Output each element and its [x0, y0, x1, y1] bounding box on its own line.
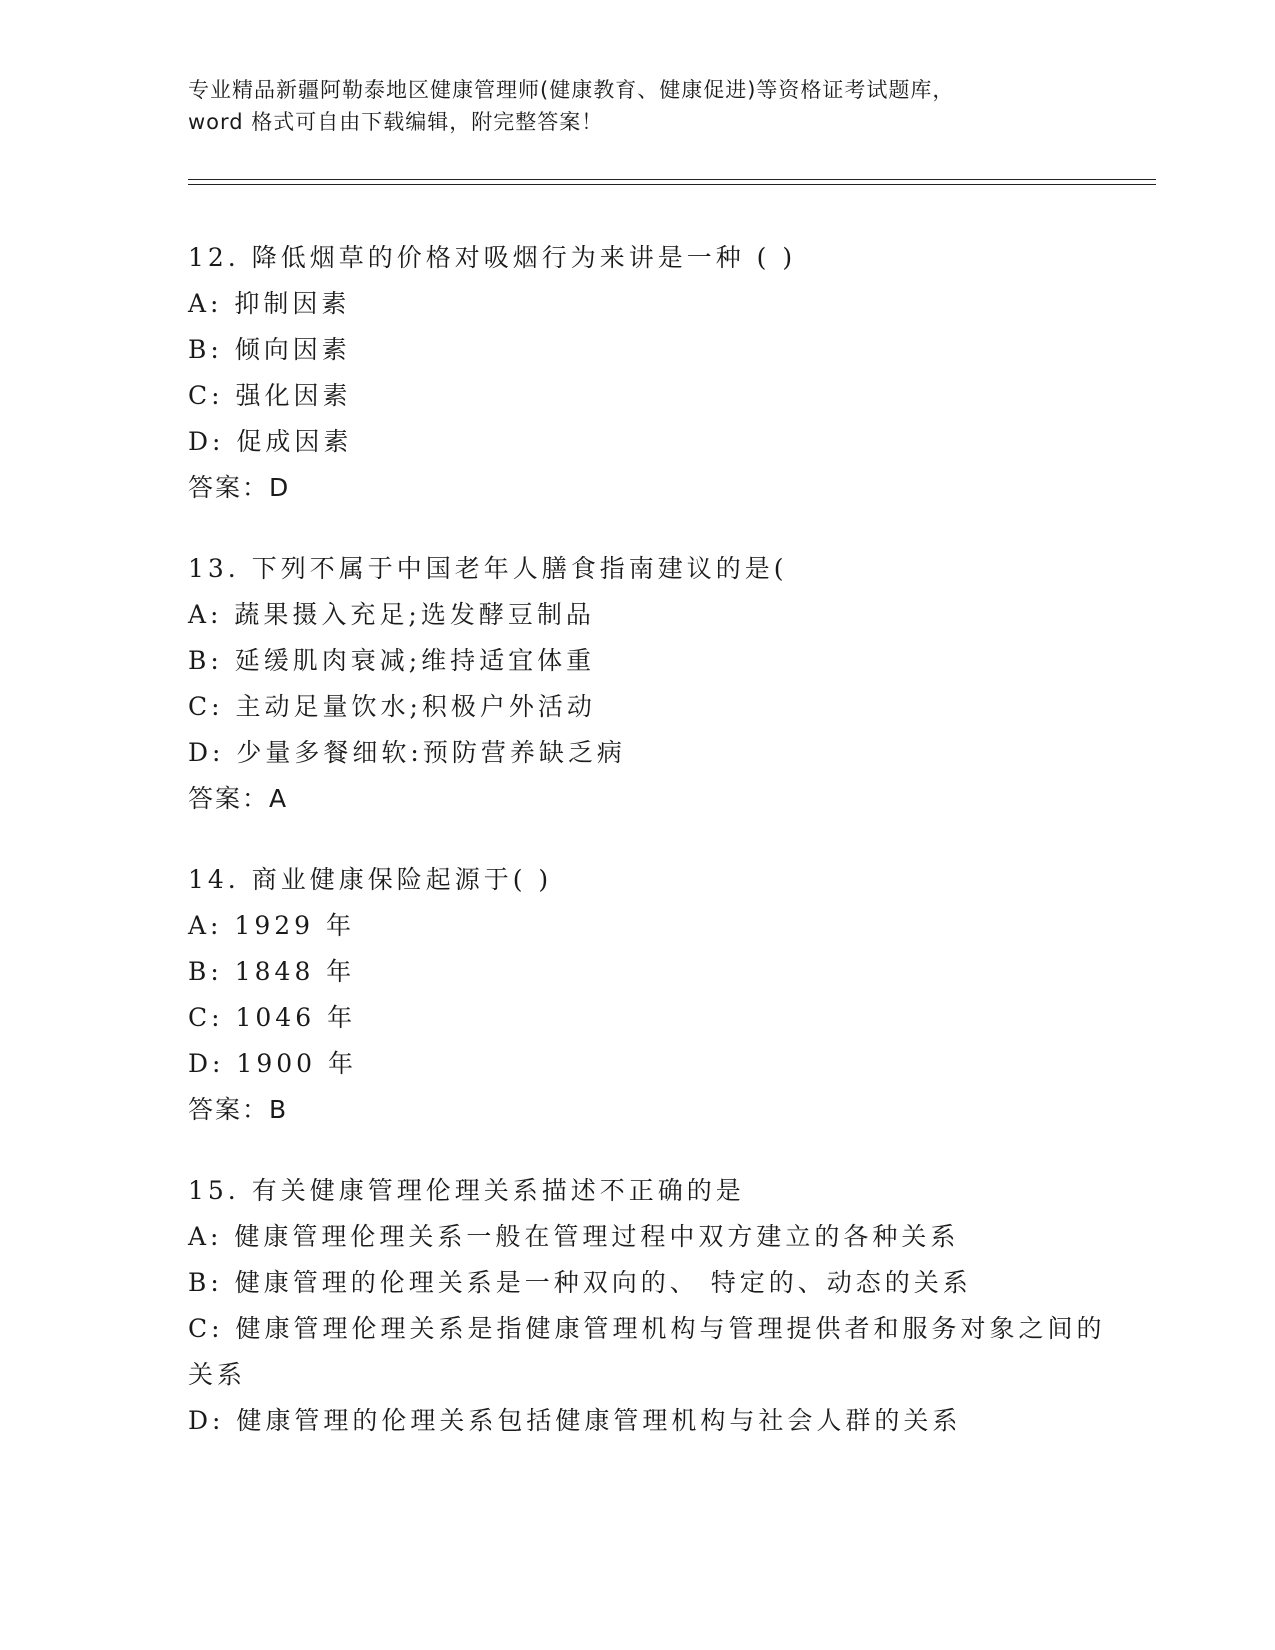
question-15 [188, 1168, 1128, 1444]
question-stem: 14. 商业健康保险起源于( ) [188, 865, 553, 894]
option-c: C: 1046 年 [188, 1003, 357, 1032]
question-14 [188, 857, 1128, 1133]
option-a: A: 抑制因素 [188, 289, 351, 318]
option-c: C: 主动足量饮水;积极户外活动 [188, 692, 596, 721]
option-d: D: 1900 年 [188, 1049, 357, 1078]
option-a: A: 1929 年 [188, 911, 355, 940]
question-13 [188, 546, 1128, 822]
header-divider-bottom [188, 184, 1156, 185]
header-line-1: 专业精品新疆阿勒泰地区健康管理师(健康教育、健康促进)等资格证考试题库， [188, 78, 955, 102]
header-line-2: word 格式可自由下载编辑，附完整答案！ [188, 110, 604, 134]
option-b: B: 1848 年 [188, 957, 356, 986]
question-12 [188, 235, 1128, 511]
option-b: B: 健康管理的伦理关系是一种双向的、 特定的、动态的关系 [188, 1268, 972, 1297]
option-a: A: 健康管理伦理关系一般在管理过程中双方建立的各种关系 [188, 1222, 960, 1251]
question-list [188, 235, 1128, 1479]
question-stem: 15. 有关健康管理伦理关系描述不正确的是 [188, 1176, 745, 1205]
header-divider-top [188, 179, 1156, 180]
question-stem: 12. 降低烟草的价格对吸烟行为来讲是一种 ( ) [188, 243, 797, 272]
answer: 答案：D [188, 473, 291, 502]
option-c: C: 强化因素 [188, 381, 352, 410]
answer: 答案：B [188, 1095, 289, 1124]
option-b: B: 延缓肌肉衰减;维持适宜体重 [188, 646, 596, 675]
option-b: B: 倾向因素 [188, 335, 351, 364]
option-d: D: 健康管理的伦理关系包括健康管理机构与社会人群的关系 [188, 1406, 962, 1435]
option-c: C: 健康管理伦理关系是指健康管理机构与管理提供者和服务对象之间的关系 [188, 1314, 1106, 1389]
option-d: D: 少量多餐细软:预防营养缺乏病 [188, 738, 626, 767]
option-d: D: 促成因素 [188, 427, 353, 456]
question-stem: 13. 下列不属于中国老年人膳食指南建议的是( [188, 554, 788, 583]
document-header [188, 74, 1068, 138]
option-a: A: 蔬果摄入充足;选发酵豆制品 [188, 600, 595, 629]
answer: 答案：A [188, 784, 289, 813]
